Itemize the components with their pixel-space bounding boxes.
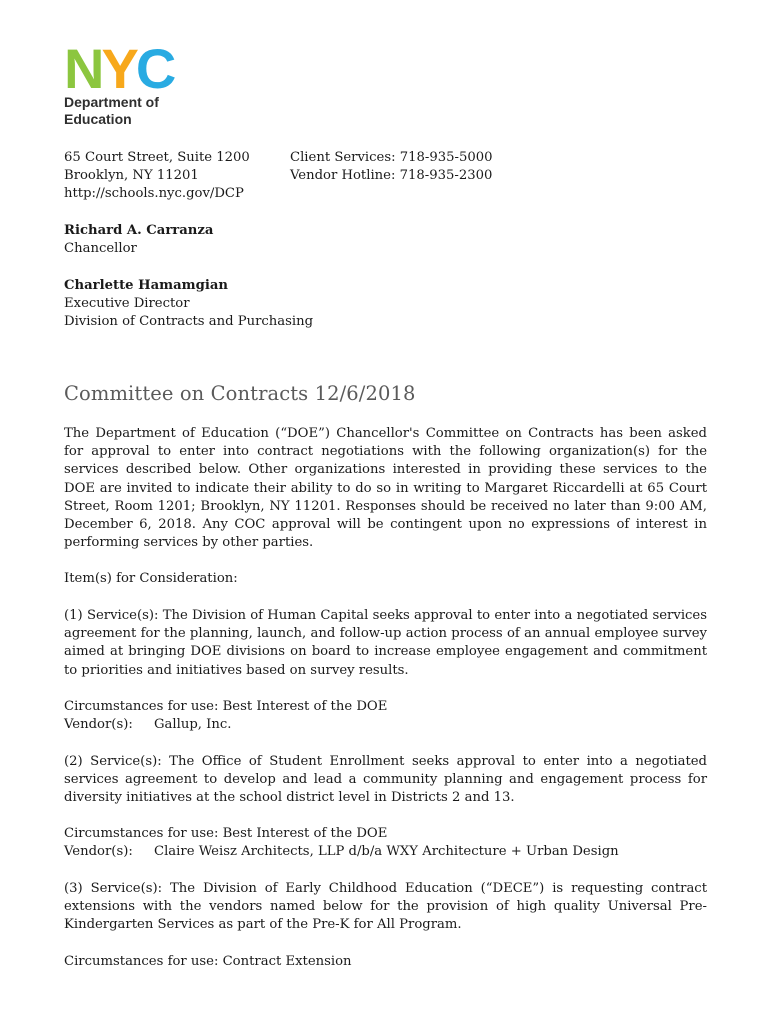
page-title: Committee on Contracts 12/6/2018 xyxy=(64,382,416,405)
director-title: Executive Director xyxy=(64,296,190,312)
vendor-hotline-phone: Vendor Hotline: 718-935-2300 xyxy=(290,168,493,184)
item-2-vendor: Claire Weisz Architects, LLP d/b/a WXY Architecture + Urban Design xyxy=(154,844,619,860)
address-url[interactable]: http://schools.nyc.gov/DCP xyxy=(64,186,244,202)
item-3-service: (3) Service(s): The Division of Early Childhood Education (“DECE”) is requesting contract extensions with the vendors named below for the provision of high quality Universal Pre-Kindergarten Services as part of the Pre-K for All Program. xyxy=(64,881,707,933)
address-city: Brooklyn, NY 11201 xyxy=(64,168,199,184)
item-2-vendor-label: Vendor(s): xyxy=(64,844,133,860)
item-1-service: (1) Service(s): The Division of Human Capital seeks approval to enter into a negotiated services agreement for the planning, launch, and follow-up action process of an annual employee survey aimed at bringing DOE divisions on board to increase employee engagement and commitment to priorities and initiatives based on survey results. xyxy=(64,608,707,678)
client-services-phone: Client Services: 718-935-5000 xyxy=(290,150,493,165)
item-1-vendor: Gallup, Inc. xyxy=(154,717,232,733)
item-1-circumstances: Circumstances for use: Best Interest of the DOE xyxy=(64,699,388,714)
director-division: Division of Contracts and Purchasing xyxy=(64,314,314,330)
item-1-vendor-row xyxy=(64,716,707,734)
item-2-circumstances: Circumstances for use: Best Interest of the DOE xyxy=(64,826,388,841)
chancellor-title: Chancellor xyxy=(64,241,137,257)
intro-paragraph: The Department of Education (“DOE”) Chancellor's Committee on Contracts has been asked for approval to enter into contract negotiations with the following organization(s) for the services described below. Other organizations interested in providing these services to the DOE are invited to indicate their ability to do so in writing to Margaret Riccardelli at 65 Court Street, Room 1201; Brooklyn, NY 11201. Responses should be received no later than 9:00 AM, December 6, 2018. Any COC approval will be contingent upon no expressions of interest in performing services by other parties. xyxy=(64,426,707,551)
director-block xyxy=(64,277,313,332)
logo-line-department: Department of xyxy=(64,94,159,110)
address-street: 65 Court Street, Suite 1200 xyxy=(64,150,250,165)
logo-line-education: Education xyxy=(64,111,132,127)
office-address xyxy=(64,149,250,204)
item-2-vendor-row xyxy=(64,843,707,861)
item-3-circumstances: Circumstances for use: Contract Extension xyxy=(64,954,352,969)
nyc-logo-mark xyxy=(64,44,188,92)
director-name: Charlette Hamamgian xyxy=(64,278,228,293)
chancellor-name: Richard A. Carranza xyxy=(64,223,214,238)
item-1-vendor-label: Vendor(s): xyxy=(64,717,133,733)
svg-text:NYC: NYC xyxy=(64,44,174,92)
logo-caption xyxy=(64,94,159,128)
nyc-doe-logo xyxy=(64,44,188,132)
items-heading: Item(s) for Consideration: xyxy=(64,571,238,586)
item-2-details xyxy=(64,825,707,861)
item-1-details xyxy=(64,698,707,734)
item-2-service: (2) Service(s): The Office of Student Enrollment seeks approval to enter into a negotiated services agreement to develop and lead a community planning and engagement process for diversity initiatives at the school district level in Districts 2 and 13. xyxy=(64,754,707,806)
chancellor-block xyxy=(64,222,213,258)
contact-numbers xyxy=(290,149,493,185)
